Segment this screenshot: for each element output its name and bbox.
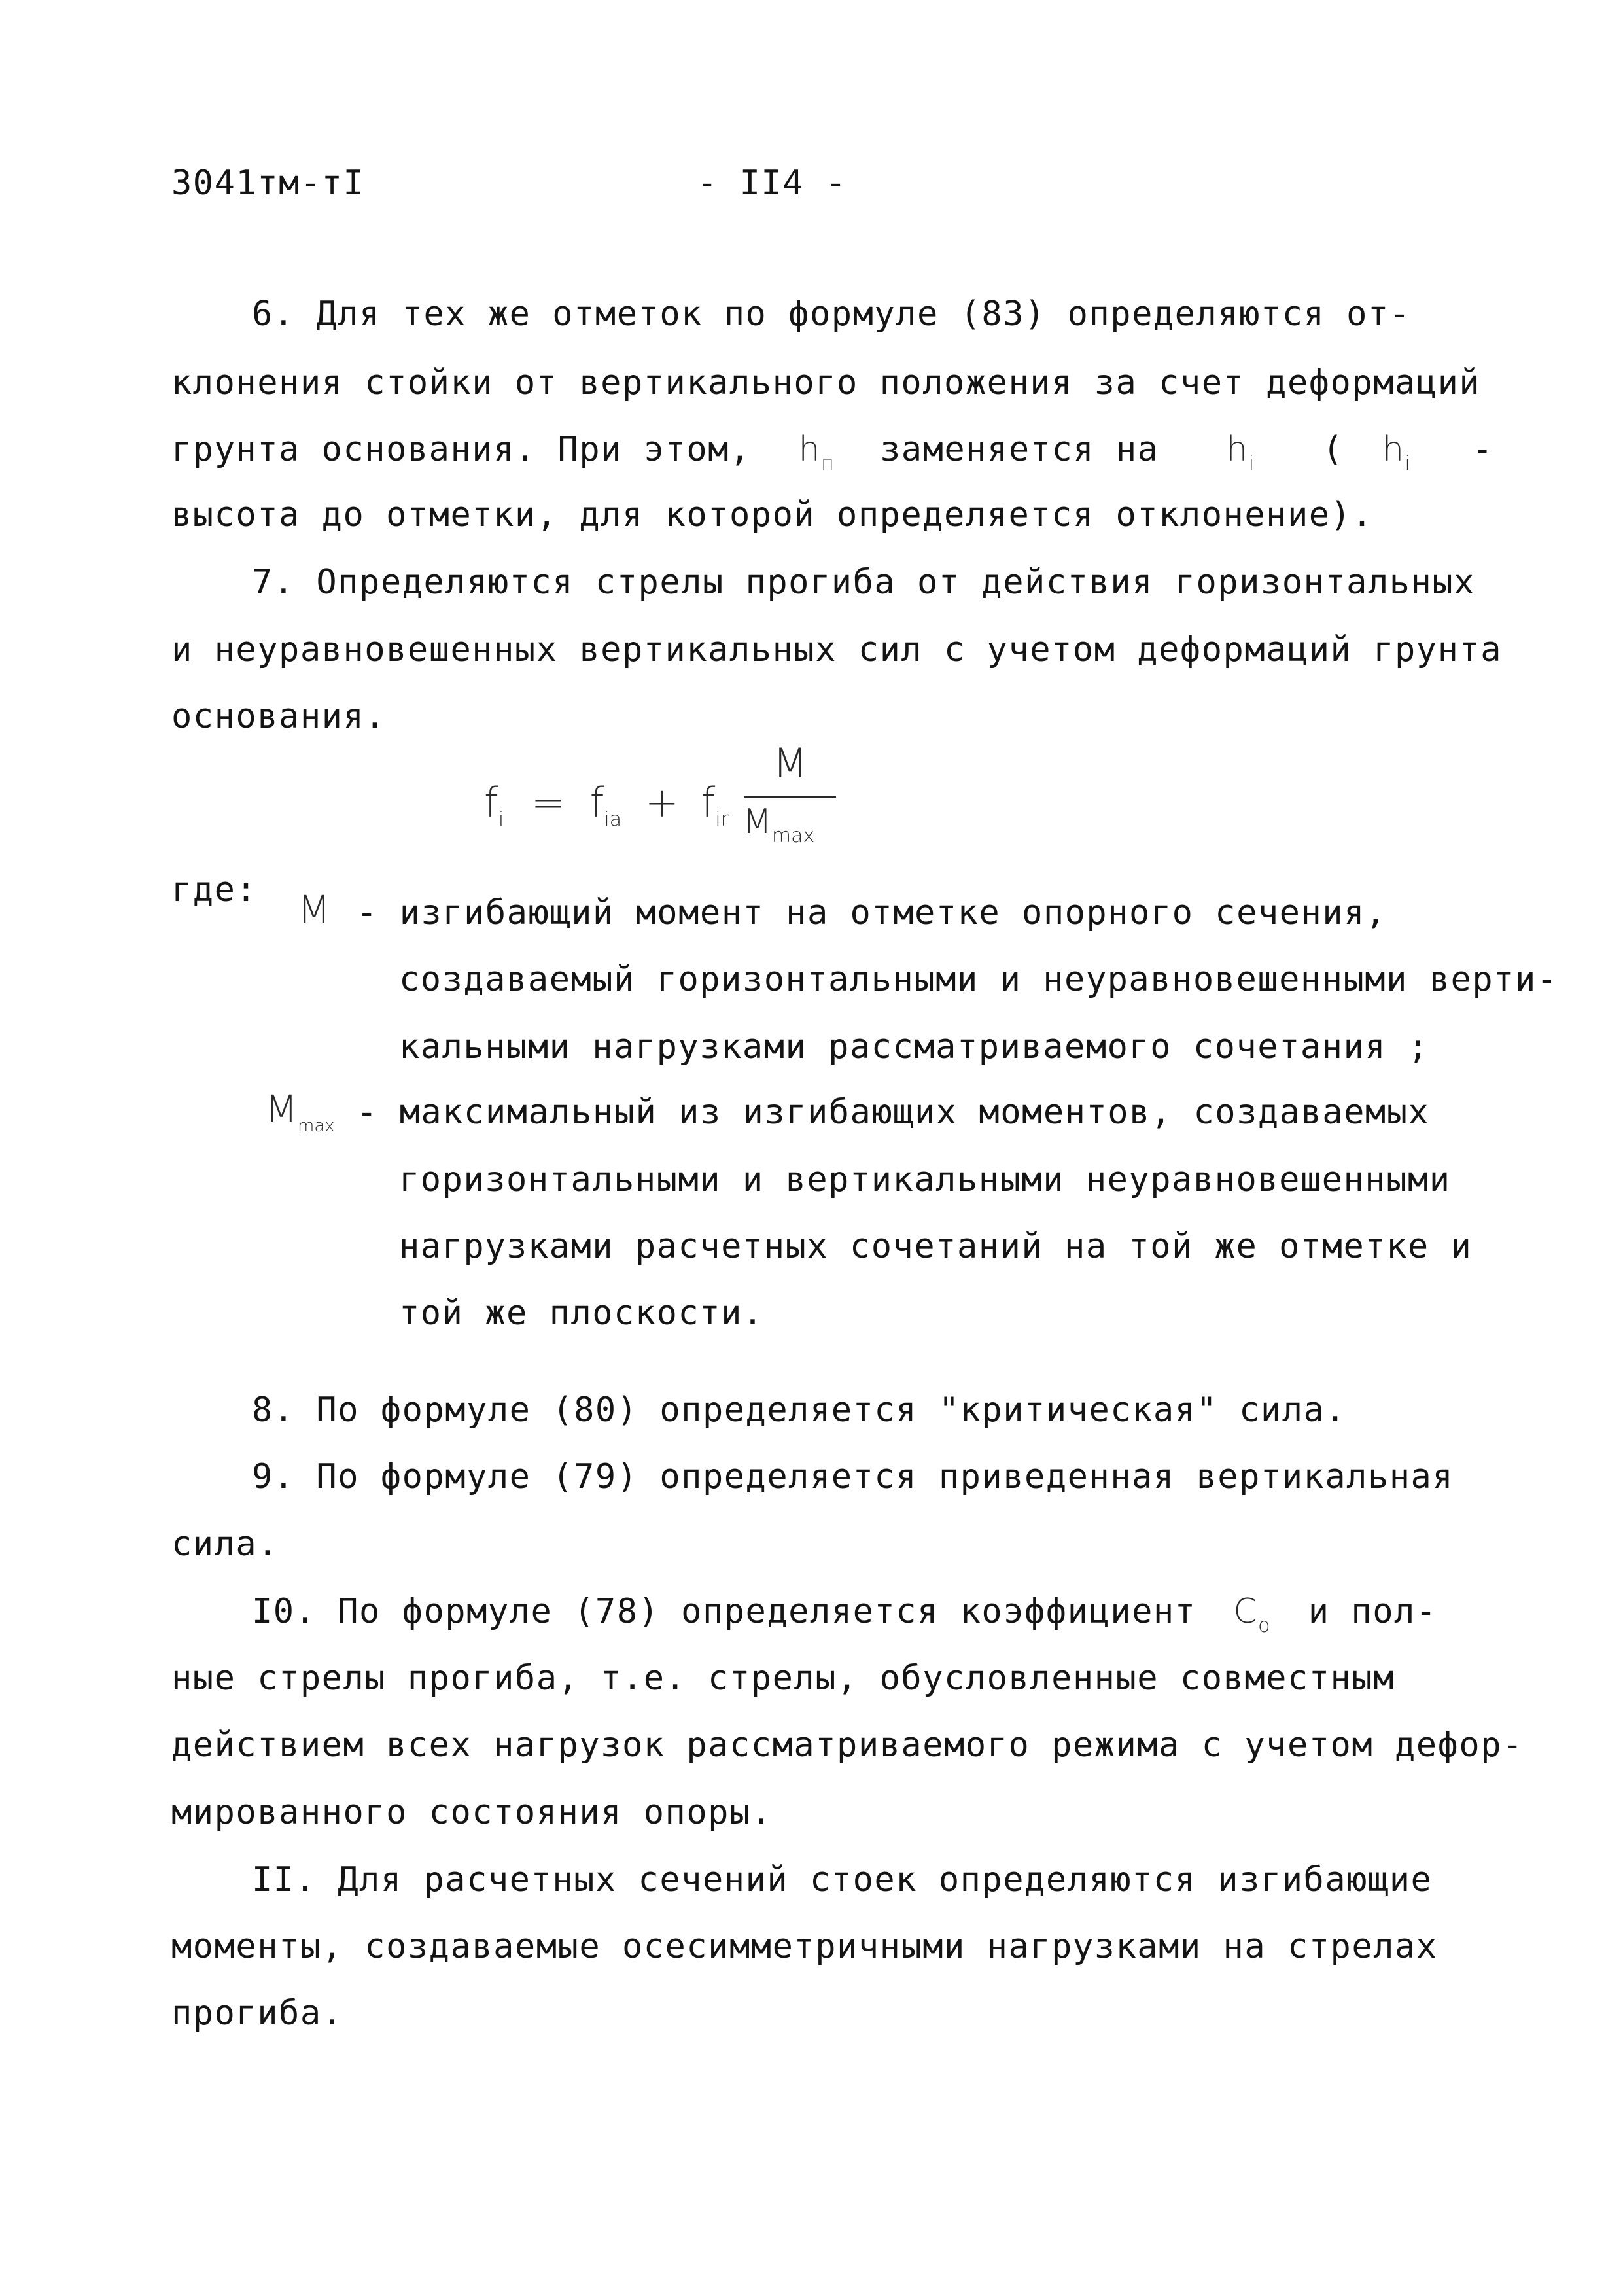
page-number: - II4 - <box>697 164 847 203</box>
para10-line3: действием всех нагрузок рассматриваемого режима с учетом дефор- <box>171 1725 1524 1765</box>
h-i-symbol <box>1226 430 1255 475</box>
para10-line1-text-a: I0. По формуле (78) определяется коэффициент <box>252 1592 1196 1631</box>
para11-line3: прогиба. <box>171 1994 343 2033</box>
para6-line3-text-b: заменяется на <box>880 430 1159 469</box>
para6-line3 <box>171 427 1493 478</box>
h-n-subscript: п <box>821 452 835 475</box>
h-i-letter: h <box>1226 430 1249 469</box>
formula-denominator <box>742 802 847 847</box>
para10-line1 <box>252 1589 1437 1640</box>
h-i-symbol-2 <box>1382 430 1412 475</box>
para7-line2: и неуравновешенных вертикальных сил с учетом деформаций грунта <box>171 630 1503 669</box>
mmax-definition-line2: горизонтальными и вертикальными неуравновешенными <box>399 1160 1451 1199</box>
mmax-definition-line1: - максимальный из изгибающих моментов, создаваемых <box>357 1093 1430 1132</box>
dash: - <box>1472 430 1493 469</box>
denominator-sub: max <box>771 824 815 847</box>
para11-line2: моменты, создаваемые осесимметричными нагрузками на стрелах <box>171 1927 1438 1966</box>
h-i-subscript-2: i <box>1405 452 1412 475</box>
document-code: 3041тм-тI <box>171 164 365 203</box>
formula-numerator: M <box>773 739 808 787</box>
para11-line1: II. Для расчетных сечений стоек определяются изгибающие <box>252 1860 1433 1899</box>
m-symbol: M <box>298 887 331 932</box>
para8-line1: 8. По формуле (80) определяется "критическая" сила. <box>252 1390 1347 1430</box>
h-n-symbol <box>798 430 835 475</box>
formula-f-ir: f <box>701 779 716 826</box>
para9-line2: сила. <box>171 1525 279 1564</box>
para9-line1: 9. По формуле (79) определяется приведенная вертикальная <box>252 1457 1454 1496</box>
formula-plus: + <box>644 779 679 826</box>
mmax-letter: M <box>265 1087 298 1131</box>
para6-line1: 6. Для тех же отметок по формуле (83) определяются от- <box>252 294 1411 334</box>
formula-f-ir-sub: ir <box>715 808 729 831</box>
mmax-subscript: max <box>298 1116 335 1136</box>
mmax-symbol <box>265 1086 335 1140</box>
m-definition-line1: - изгибающий момент на отметке опорного сечения, <box>357 893 1387 932</box>
para10-line2: ные стрелы прогиба, т.е. стрелы, обусловленные совместным <box>171 1659 1395 1698</box>
para10-line4: мированного состояния опоры. <box>171 1793 773 1832</box>
formula-f-sub: i <box>498 808 504 831</box>
c-zero-symbol <box>1233 1592 1271 1637</box>
formula-f: f <box>484 779 498 826</box>
c-letter: C <box>1233 1592 1259 1631</box>
para10-line1-text-b: и пол- <box>1308 1592 1437 1631</box>
para6-line2: клонения стойки от вертикального положения за счет деформаций <box>171 363 1481 402</box>
fraction-bar <box>744 796 836 798</box>
formula-f-ia: f <box>589 779 604 826</box>
mmax-definition-line4: той же плоскости. <box>399 1294 764 1333</box>
denominator-m: M <box>742 802 772 841</box>
para7-line3: основания. <box>171 697 387 736</box>
h-i-letter-2: h <box>1382 430 1405 469</box>
m-definition-line2: создаваемый горизонтальными и неуравновешенными верти- <box>399 960 1558 999</box>
where-label: где: <box>171 870 258 910</box>
formula-equals: = <box>531 779 565 826</box>
para6-line3-text-a: грунта основания. При этом, <box>171 430 751 469</box>
open-paren: ( <box>1322 430 1344 469</box>
formula-left-side <box>484 779 729 831</box>
para7-line1: 7. Определяются стрелы прогиба от действия горизонтальных <box>252 563 1475 602</box>
h-n-letter: h <box>798 430 822 469</box>
formula-f-ia-sub: ia <box>604 808 622 831</box>
m-definition-line3: кальными нагрузками рассматриваемого сочетания ; <box>399 1027 1429 1067</box>
c-subscript: о <box>1258 1614 1271 1637</box>
para6-line4: высота до отметки, для которой определяется отклонение). <box>171 495 1374 535</box>
h-i-subscript: i <box>1248 452 1255 475</box>
deflection-formula <box>484 739 850 864</box>
mmax-definition-line3: нагрузками расчетных сочетаний на той же отметке и <box>399 1227 1473 1266</box>
